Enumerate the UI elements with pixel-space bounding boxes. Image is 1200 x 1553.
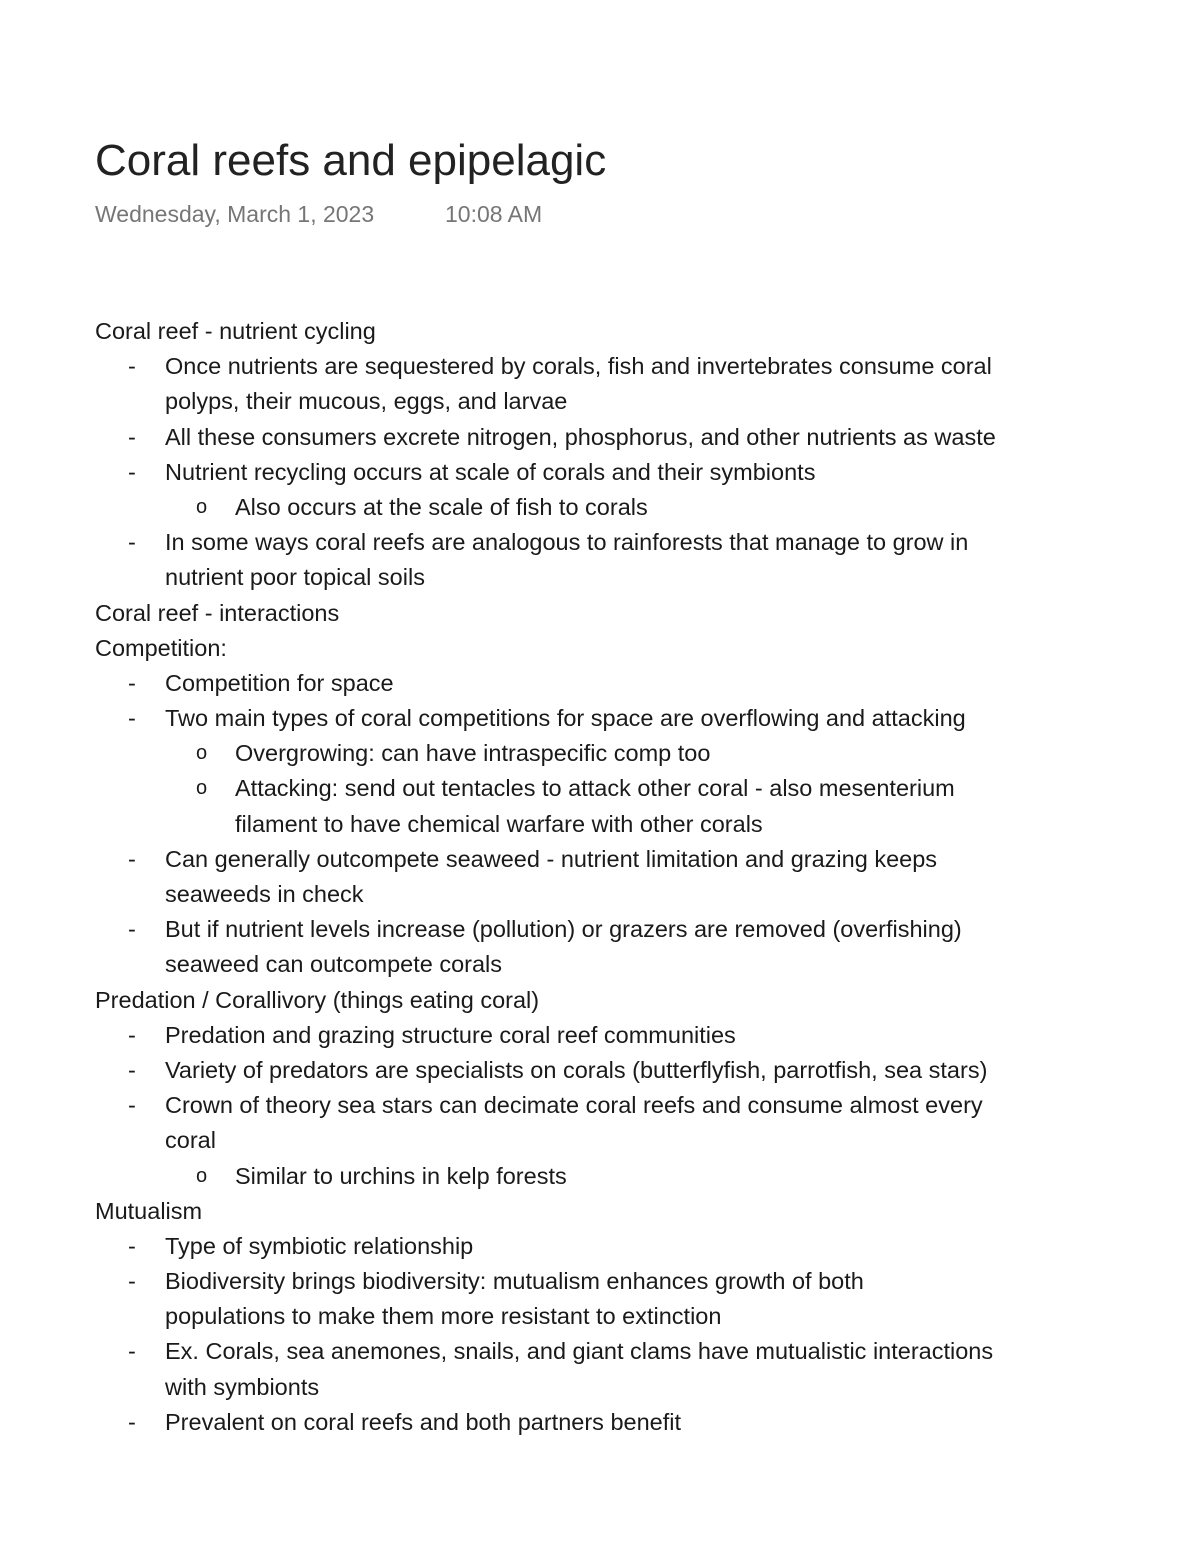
list-item-text: Two main types of coral competitions for space are overflowing and attacking (165, 705, 966, 732)
list-item (95, 842, 1155, 877)
list-item (95, 1334, 1155, 1369)
dash-bullet: - (128, 845, 136, 872)
dash-bullet: - (128, 1338, 136, 1365)
list-item (95, 1264, 1155, 1299)
circle-bullet: o (196, 495, 208, 518)
dash-bullet: - (128, 669, 136, 696)
sub-list-item-text: Similar to urchins in kelp forests (235, 1162, 567, 1189)
list-item-text: Prevalent on coral reefs and both partners benefit (165, 1408, 682, 1435)
dash-bullet: - (128, 353, 136, 380)
list-item-text: Nutrient recycling occurs at scale of corals and their symbionts (165, 458, 816, 485)
list-item-text: Predation and grazing structure coral reef communities (165, 1021, 736, 1048)
list-item-continuation: populations to make them more resistant to extinction (165, 1303, 722, 1330)
sub-list-item-text: Attacking: send out tentacles to attack other coral - also mesenterium (235, 775, 955, 802)
section-heading: Coral reef - nutrient cycling (95, 318, 376, 344)
sub-list-item-text: Also occurs at the scale of fish to corals (235, 493, 648, 520)
list-item-text: Crown of theory sea stars can decimate coral reefs and consume almost every (165, 1092, 983, 1119)
dash-bullet: - (128, 529, 136, 556)
list-item (95, 455, 1155, 490)
list-item-text: But if nutrient levels increase (pollution) or grazers are removed (overfishing) (165, 916, 962, 943)
note-time: 10:08 AM (445, 201, 543, 227)
note-date: Wednesday, March 1, 2023 (95, 201, 375, 227)
circle-bullet: o (196, 777, 208, 800)
list-item-continuation: polyps, their mucous, eggs, and larvae (165, 388, 568, 415)
dash-bullet: - (128, 1232, 136, 1259)
list-item (95, 525, 1155, 560)
dash-bullet: - (128, 1056, 136, 1083)
dash-bullet: - (128, 458, 136, 485)
list-item-text: In some ways coral reefs are analogous to rainforests that manage to grow in (165, 529, 969, 556)
list-item-text: Competition for space (165, 669, 394, 696)
list-item-continuation: nutrient poor topical soils (165, 564, 425, 591)
list-item-text: Biodiversity brings biodiversity: mutualism enhances growth of both (165, 1268, 864, 1295)
list-item-text: Variety of predators are specialists on corals (butterflyfish, parrotfish, sea stars) (165, 1056, 988, 1083)
list-item (95, 1405, 1155, 1440)
list-item-text: Type of symbiotic relationship (165, 1232, 474, 1259)
list-item-text: Ex. Corals, sea anemones, snails, and giant clams have mutualistic interactions (165, 1338, 994, 1365)
list-item-text: Once nutrients are sequestered by corals, fish and invertebrates consume coral (165, 353, 992, 380)
section-heading: Coral reef - interactions (95, 599, 340, 626)
dash-bullet: - (128, 916, 136, 943)
list-item-continuation: seaweeds in check (165, 881, 364, 907)
list-item (95, 701, 1155, 736)
sub-list-item (95, 490, 1155, 525)
list-item (95, 1053, 1155, 1088)
page-title: Coral reefs and epipelagic (95, 136, 607, 185)
circle-bullet: o (196, 742, 208, 765)
list-item (95, 912, 1155, 947)
sub-list-item (95, 771, 1155, 806)
dash-bullet: - (128, 423, 136, 450)
sub-list-item-text: Overgrowing: can have intraspecific comp too (235, 740, 711, 767)
list-item-text: Can generally outcompete seaweed - nutrient limitation and grazing keeps (165, 845, 938, 872)
dash-bullet: - (128, 1021, 136, 1048)
list-item-continuation: coral (165, 1127, 216, 1154)
list-item-continuation: seaweed can outcompete corals (165, 951, 503, 978)
sub-list-item (95, 736, 1155, 771)
section-heading: Competition: (95, 634, 227, 661)
list-item (95, 1229, 1155, 1264)
list-item (95, 349, 1155, 384)
dash-bullet: - (128, 1092, 136, 1119)
dash-bullet: - (128, 1408, 136, 1435)
list-item-text: All these consumers excrete nitrogen, phosphorus, and other nutrients as waste (165, 423, 996, 450)
list-item (95, 1088, 1155, 1123)
list-item (95, 420, 1155, 455)
section-heading: Predation / Corallivory (things eating coral) (95, 986, 540, 1013)
list-item (95, 1018, 1155, 1053)
dash-bullet: - (128, 1268, 136, 1295)
circle-bullet: o (196, 1164, 208, 1187)
sub-list-item (95, 1159, 1155, 1194)
dash-bullet: - (128, 705, 136, 732)
section-heading: Mutualism (95, 1197, 203, 1224)
sub-list-item-continuation: filament to have chemical warfare with other corals (235, 810, 763, 837)
list-item-continuation: with symbionts (165, 1373, 320, 1400)
note-body (95, 314, 1155, 1440)
list-item (95, 666, 1155, 701)
